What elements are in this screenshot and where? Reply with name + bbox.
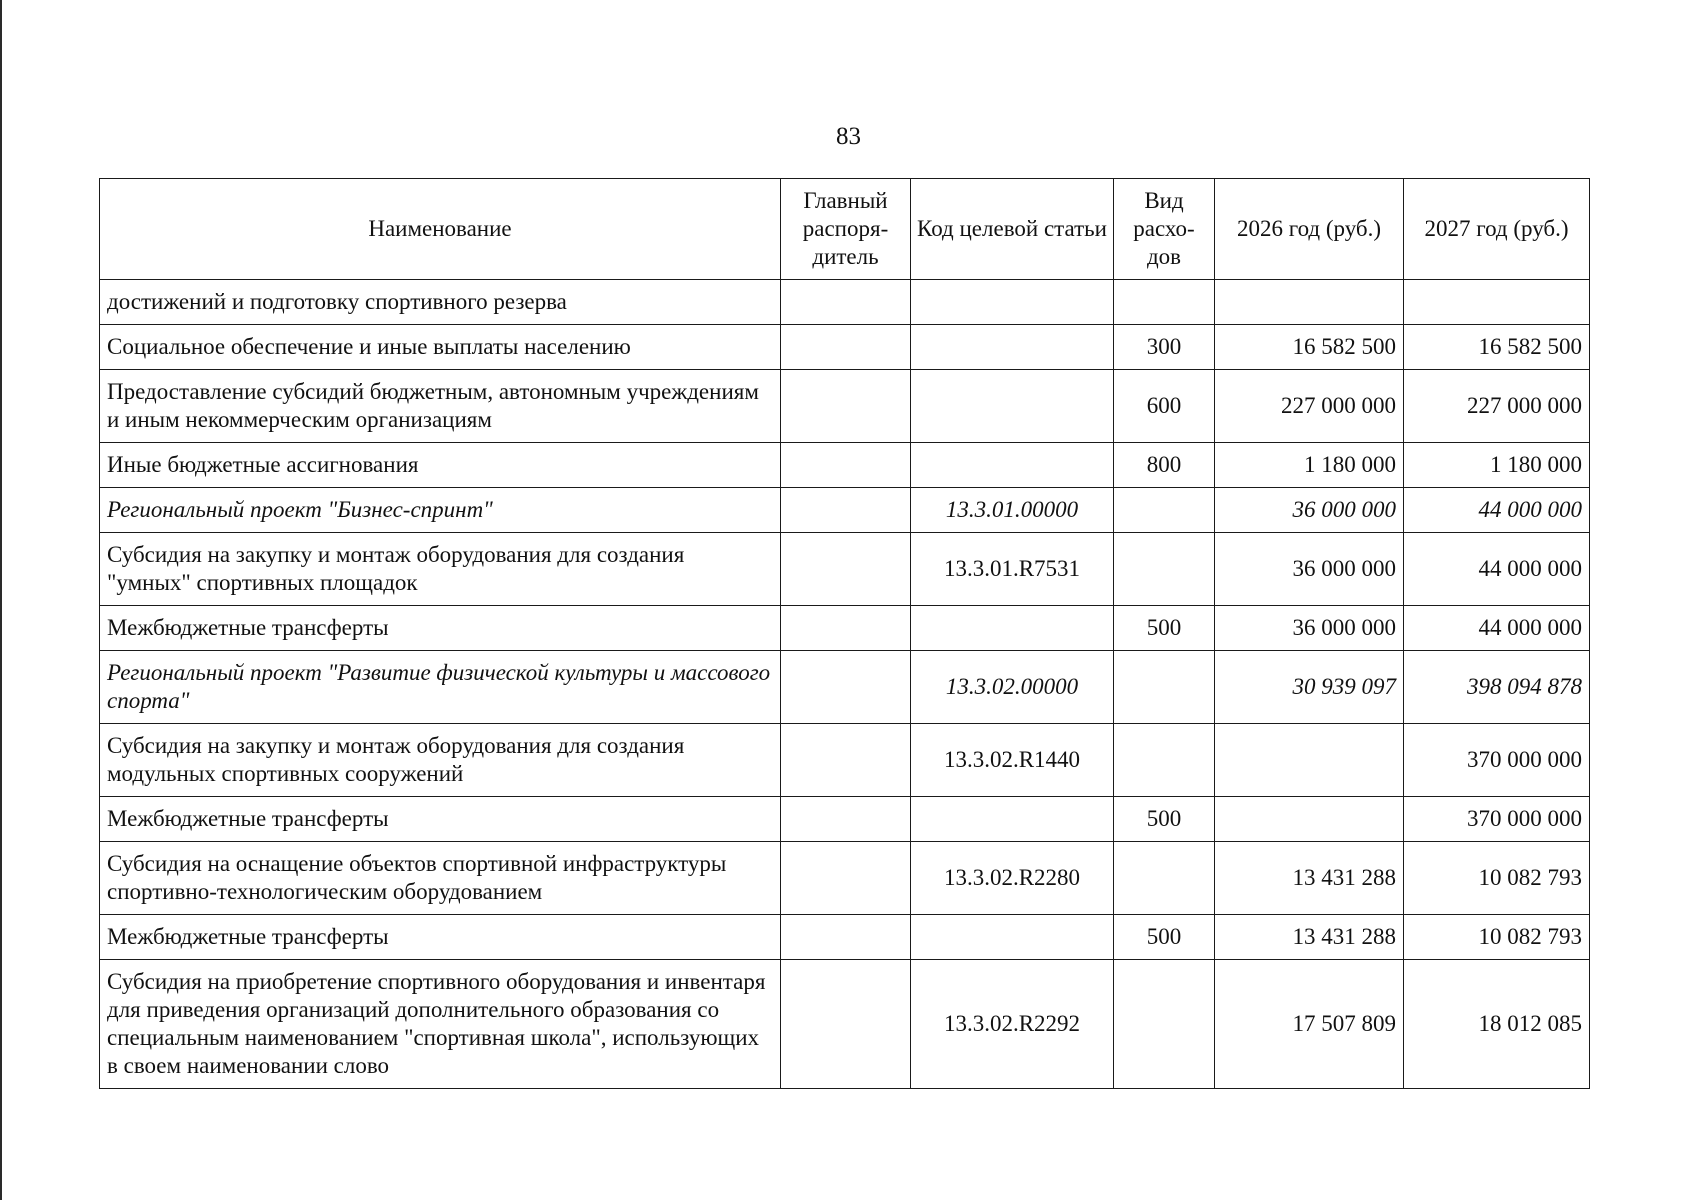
cell-2027: 18 012 085: [1404, 960, 1590, 1089]
cell-manager: [781, 325, 911, 370]
cell-2026: 227 000 000: [1215, 370, 1404, 443]
table-row: [100, 443, 1590, 488]
table-row-project: [100, 488, 1590, 533]
cell-code: 13.3.02.R2280: [911, 842, 1114, 915]
cell-name: Региональный проект "Бизнес-спринт": [100, 488, 781, 533]
cell-code: 13.3.01.R7531: [911, 533, 1114, 606]
cell-2026: 1 180 000: [1215, 443, 1404, 488]
cell-manager: [781, 797, 911, 842]
cell-2027: 44 000 000: [1404, 488, 1590, 533]
table-row: [100, 325, 1590, 370]
cell-2026: 36 000 000: [1215, 488, 1404, 533]
table-row: [100, 915, 1590, 960]
cell-2027: 398 094 878: [1404, 651, 1590, 724]
cell-manager: [781, 533, 911, 606]
table-row-project: [100, 651, 1590, 724]
page-number: 83: [836, 123, 861, 150]
header-code: Код целевой статьи: [911, 179, 1114, 280]
table-row: [100, 724, 1590, 797]
header-year-2027: 2027 год (руб.): [1404, 179, 1590, 280]
header-name: Наименование: [100, 179, 781, 280]
cell-2026: 17 507 809: [1215, 960, 1404, 1089]
cell-type: [1114, 488, 1215, 533]
cell-type: 500: [1114, 606, 1215, 651]
cell-2027: 44 000 000: [1404, 533, 1590, 606]
cell-2026: 16 582 500: [1215, 325, 1404, 370]
cell-type: [1114, 842, 1215, 915]
cell-name: Иные бюджетные ассигнования: [100, 443, 781, 488]
table-header-row: [100, 179, 1590, 280]
cell-manager: [781, 443, 911, 488]
table-row: [100, 960, 1590, 1089]
table-row: [100, 533, 1590, 606]
cell-code: 13.3.02.R1440: [911, 724, 1114, 797]
page-edge-line: [0, 0, 2, 1200]
cell-code: [911, 370, 1114, 443]
cell-code: [911, 280, 1114, 325]
cell-code: [911, 797, 1114, 842]
cell-2026: 13 431 288: [1215, 915, 1404, 960]
cell-name: Субсидия на закупку и монтаж оборудования для создания модульных спортивных сооружений: [100, 724, 781, 797]
cell-2026: [1215, 724, 1404, 797]
cell-type: [1114, 960, 1215, 1089]
cell-2027: 44 000 000: [1404, 606, 1590, 651]
cell-type: [1114, 724, 1215, 797]
cell-type: 600: [1114, 370, 1215, 443]
table-row: [100, 797, 1590, 842]
table-row: [100, 842, 1590, 915]
cell-type: 500: [1114, 915, 1215, 960]
cell-2026: [1215, 797, 1404, 842]
cell-name: Межбюджетные трансферты: [100, 797, 781, 842]
cell-code: [911, 606, 1114, 651]
cell-manager: [781, 651, 911, 724]
budget-table: [99, 178, 1590, 1089]
cell-name: Субсидия на приобретение спортивного оборудования и инвентаря для приведения организаций дополнительного образования со специальным наименованием "спортивная школа", использующих в своем наименовании слово: [100, 960, 781, 1089]
cell-code: 13.3.02.R2292: [911, 960, 1114, 1089]
cell-name: Региональный проект "Развитие физической культуры и массового спорта": [100, 651, 781, 724]
cell-2026: 13 431 288: [1215, 842, 1404, 915]
cell-code: [911, 325, 1114, 370]
cell-2027: 370 000 000: [1404, 797, 1590, 842]
cell-type: [1114, 651, 1215, 724]
cell-manager: [781, 724, 911, 797]
cell-code: [911, 443, 1114, 488]
header-type: Вид расхо-дов: [1114, 179, 1215, 280]
cell-2026: 36 000 000: [1215, 533, 1404, 606]
cell-code: 13.3.02.00000: [911, 651, 1114, 724]
cell-type: [1114, 533, 1215, 606]
cell-2027: 227 000 000: [1404, 370, 1590, 443]
cell-code: 13.3.01.00000: [911, 488, 1114, 533]
cell-type: 500: [1114, 797, 1215, 842]
cell-type: 800: [1114, 443, 1215, 488]
cell-2027: 10 082 793: [1404, 842, 1590, 915]
cell-manager: [781, 370, 911, 443]
table-row: [100, 280, 1590, 325]
cell-code: [911, 915, 1114, 960]
cell-2027: 1 180 000: [1404, 443, 1590, 488]
cell-type: 300: [1114, 325, 1215, 370]
cell-name: достижений и подготовку спортивного резерва: [100, 280, 781, 325]
cell-2027: 16 582 500: [1404, 325, 1590, 370]
cell-2026: 36 000 000: [1215, 606, 1404, 651]
cell-2026: [1215, 280, 1404, 325]
header-manager: Главный распоря-дитель: [781, 179, 911, 280]
cell-name: Межбюджетные трансферты: [100, 915, 781, 960]
cell-type: [1114, 280, 1215, 325]
cell-manager: [781, 915, 911, 960]
table-row: [100, 370, 1590, 443]
cell-name: Межбюджетные трансферты: [100, 606, 781, 651]
cell-name: Предоставление субсидий бюджетным, автономным учреждениям и иным некоммерческим организациям: [100, 370, 781, 443]
cell-manager: [781, 842, 911, 915]
cell-manager: [781, 280, 911, 325]
cell-2027: 370 000 000: [1404, 724, 1590, 797]
cell-name: Социальное обеспечение и иные выплаты населению: [100, 325, 781, 370]
cell-name: Субсидия на оснащение объектов спортивной инфраструктуры спортивно-технологическим оборудованием: [100, 842, 781, 915]
cell-2027: [1404, 280, 1590, 325]
cell-manager: [781, 606, 911, 651]
cell-manager: [781, 488, 911, 533]
table-row: [100, 606, 1590, 651]
cell-2027: 10 082 793: [1404, 915, 1590, 960]
cell-2026: 30 939 097: [1215, 651, 1404, 724]
cell-manager: [781, 960, 911, 1089]
header-year-2026: 2026 год (руб.): [1215, 179, 1404, 280]
cell-name: Субсидия на закупку и монтаж оборудования для создания "умных" спортивных площадок: [100, 533, 781, 606]
